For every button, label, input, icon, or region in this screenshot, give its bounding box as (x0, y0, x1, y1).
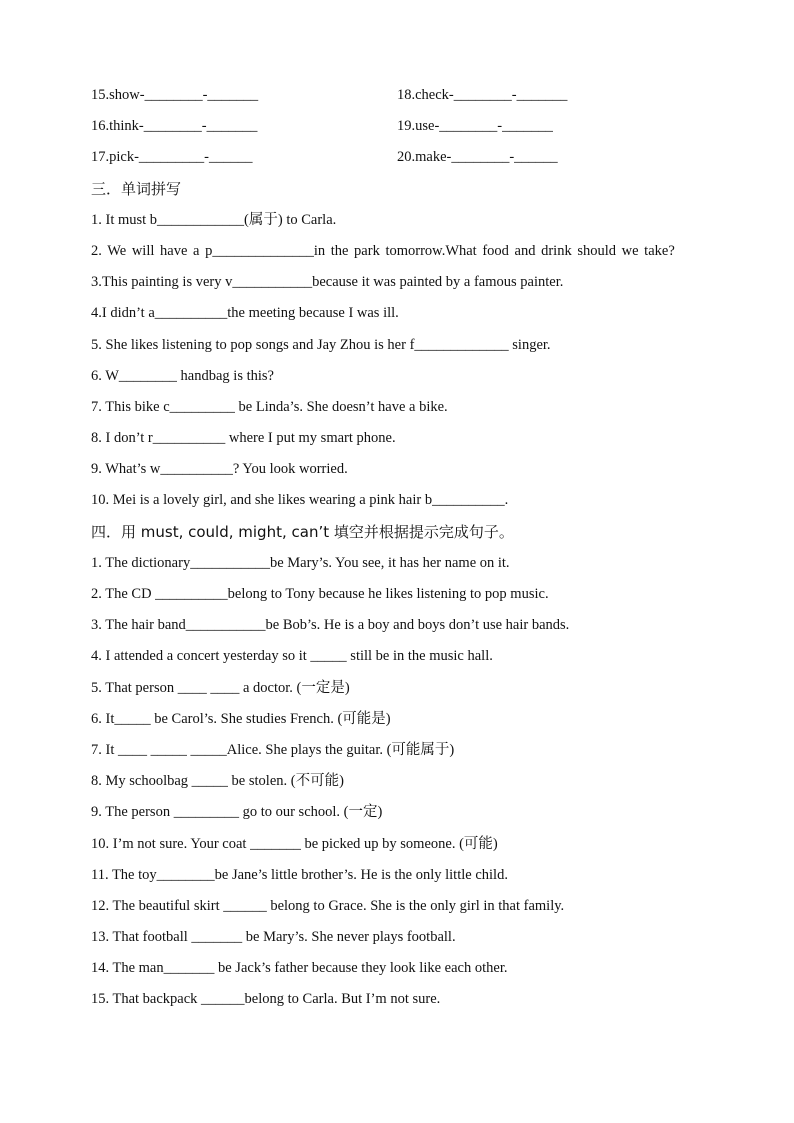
spelling-question: 2. We will have a p______________in the park tomorrow.What food and drink should we take? (91, 242, 675, 259)
section-4-modals (91, 517, 703, 1016)
word-form-item: 19.use-________-_______ (397, 118, 553, 135)
modal-question: 15. That backpack ______belong to Carla. But I’m not sure. (91, 991, 441, 1008)
spelling-question: 6. W________ handbag is this? (91, 367, 274, 384)
modal-question: 7. It ____ _____ _____Alice. She plays the guitar. (可能属于) (91, 741, 455, 758)
modal-question: 13. That football _______ be Mary’s. She never plays football. (91, 929, 456, 946)
spelling-question: 3.This painting is very v___________because it was painted by a famous painter. (91, 274, 564, 291)
spelling-question: 9. What’s w__________? You look worried. (91, 461, 348, 478)
modal-question: 3. The hair band___________be Bob’s. He is a boy and boys don’t use hair bands. (91, 617, 570, 634)
spelling-question: 10. Mei is a lovely girl, and she likes wearing a pink hair b__________. (91, 492, 509, 509)
modal-question: 6. It_____ be Carol’s. She studies French. (可能是) (91, 710, 391, 727)
spelling-question: 5. She likes listening to pop songs and Jay Zhou is her f_____________ singer. (91, 336, 551, 353)
spelling-question: 8. I don’t r__________ where I put my smart phone. (91, 430, 396, 447)
section-4-heading: 四．用 must, could, might, can’t 填空并根据提示完成句子。 (91, 522, 514, 541)
word-form-item: 16.think-________-_______ (91, 118, 258, 135)
word-forms-grid (91, 80, 703, 174)
word-forms-row (91, 80, 703, 111)
worksheet-page (91, 80, 703, 1016)
spelling-question: 1. It must b____________(属于) to Carla. (91, 211, 337, 228)
modal-question: 2. The CD __________belong to Tony because he likes listening to pop music. (91, 586, 549, 603)
modal-question: 11. The toy________be Jane’s little brother’s. He is the only little child. (91, 866, 508, 883)
spelling-question: 4.I didn’t a__________the meeting because I was ill. (91, 305, 399, 322)
word-form-item: 18.check-________-_______ (397, 87, 568, 103)
modal-question: 10. I’m not sure. Your coat _______ be picked up by someone. (可能) (91, 835, 498, 852)
modal-question: 4. I attended a concert yesterday so it _____ still be in the music hall. (91, 648, 493, 665)
section-3-spelling (91, 174, 703, 517)
modal-question: 12. The beautiful skirt ______ belong to Grace. She is the only girl in that family. (91, 897, 565, 914)
modal-question: 14. The man_______ be Jack’s father because they look like each other. (91, 960, 508, 977)
modal-question: 8. My schoolbag _____ be stolen. (不可能) (91, 773, 344, 790)
word-form-item: 20.make-________-______ (397, 149, 558, 166)
word-forms-row (91, 111, 703, 142)
modal-question: 9. The person _________ go to our school. (一定) (91, 804, 383, 821)
word-forms-row (91, 142, 703, 173)
word-form-item: 15.show-________-_______ (91, 87, 259, 103)
modal-question: 5. That person ____ ____ a doctor. (一定是) (91, 679, 350, 696)
word-form-item: 17.pick-_________-______ (91, 149, 253, 166)
spelling-question: 7. This bike c_________ be Linda’s. She doesn’t have a bike. (91, 398, 448, 415)
section-3-heading: 三．单词拼写 (91, 179, 182, 198)
modal-question: 1. The dictionary___________be Mary’s. You see, it has her name on it. (91, 554, 510, 571)
